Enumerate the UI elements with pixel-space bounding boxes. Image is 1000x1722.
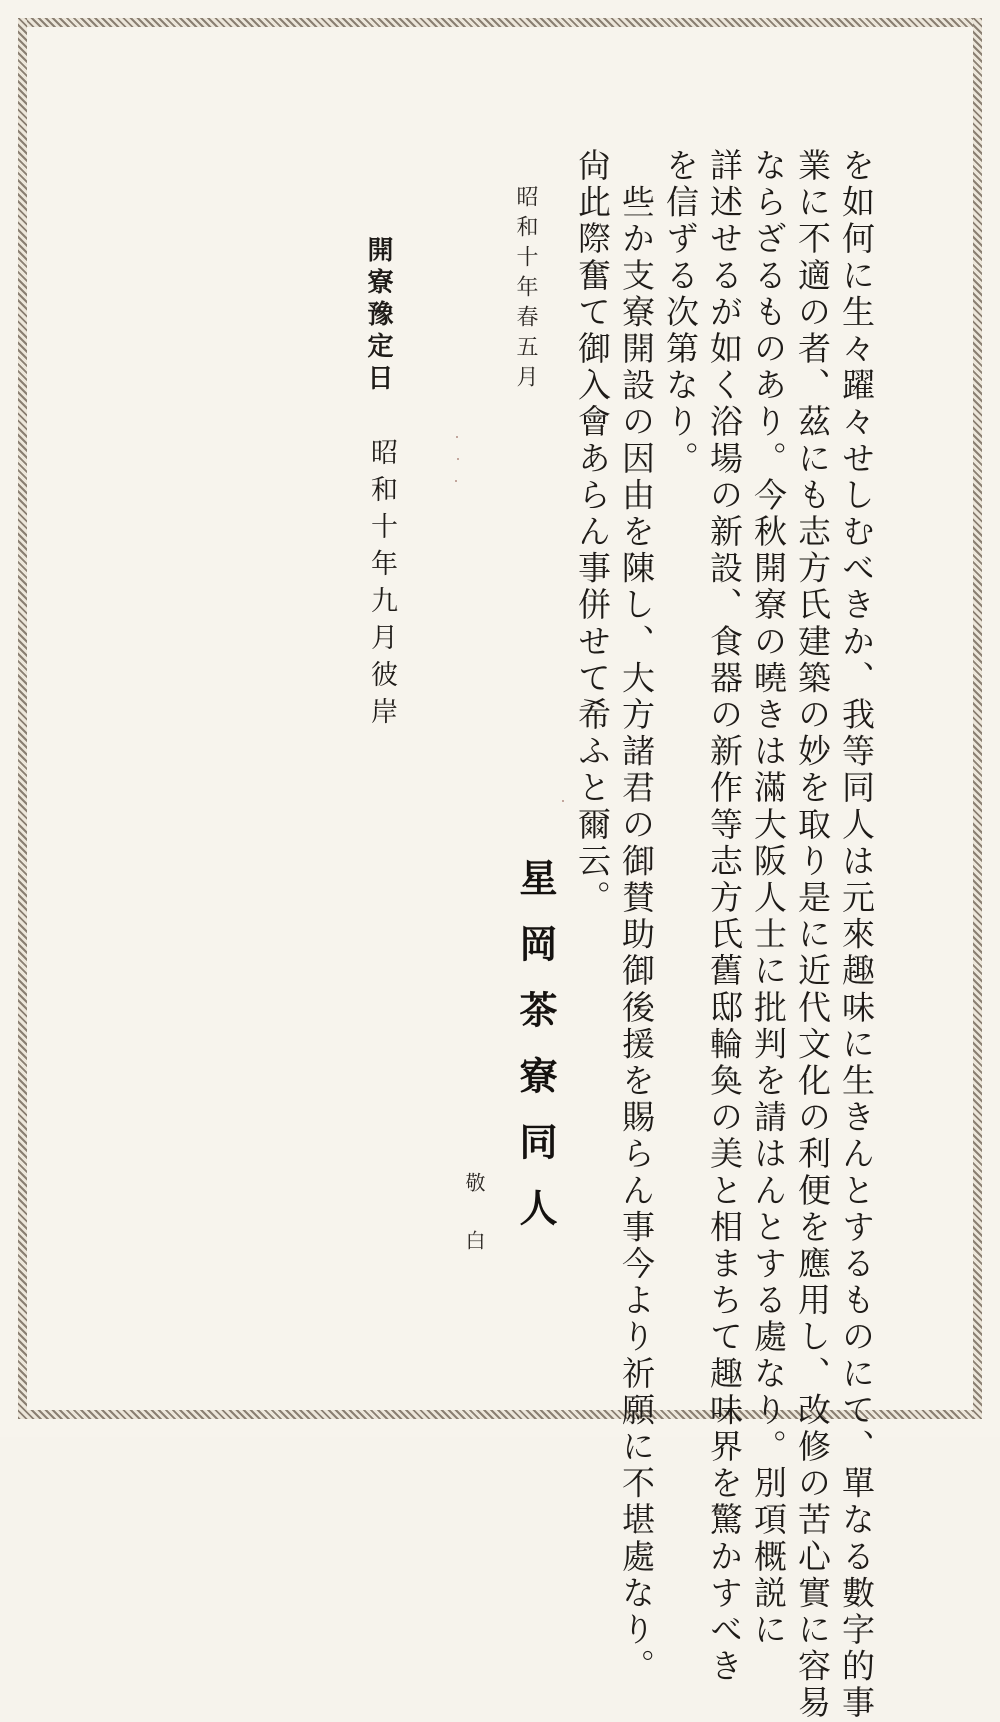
paper-speck	[562, 800, 564, 802]
paper-speck	[457, 458, 459, 460]
body-column-6: 些か支寮開設の因由を陳し、大方諸君の御賛助御後援を賜らん事今より祈願に不堪處なり。	[617, 148, 656, 1686]
signature: 星岡茶寮同人	[513, 858, 558, 1254]
paper-speck	[456, 436, 458, 438]
body-column-5: を信ずる次第なり。	[661, 148, 700, 478]
border-top	[18, 18, 982, 27]
border-right	[973, 18, 982, 1419]
opening-date-label: 開寮豫定日	[363, 236, 393, 396]
paper-speck	[455, 480, 457, 482]
body-column-1: を如何に生々躍々せしむべきか、我等同人は元來趣味に生きんとするものにて、單なる數字的事	[837, 148, 876, 1722]
body-column-4: 詳述せるが如く浴場の新設、食器の新作等志方氏舊邸輪奐の美と相まちて趣味界を驚かすべき	[705, 148, 744, 1686]
closing-salutation: 敬白	[462, 1172, 486, 1288]
border-left	[18, 18, 27, 1419]
date-line: 昭和十年春五月	[513, 185, 538, 395]
opening-date-value: 昭和十年九月彼岸	[366, 438, 397, 734]
body-column-7: 尙此際奮て御入會あらん事併せて希ふと爾云。	[573, 148, 612, 917]
body-column-3: ならざるものあり。今秋開寮の曉きは滿大阪人士に批判を請はんとする處なり。別項概説に	[749, 148, 788, 1649]
body-column-2: 業に不適の者、茲にも志方氏建築の妙を取り是に近代文化の利便を應用し、改修の苦心實に容易	[793, 148, 832, 1722]
